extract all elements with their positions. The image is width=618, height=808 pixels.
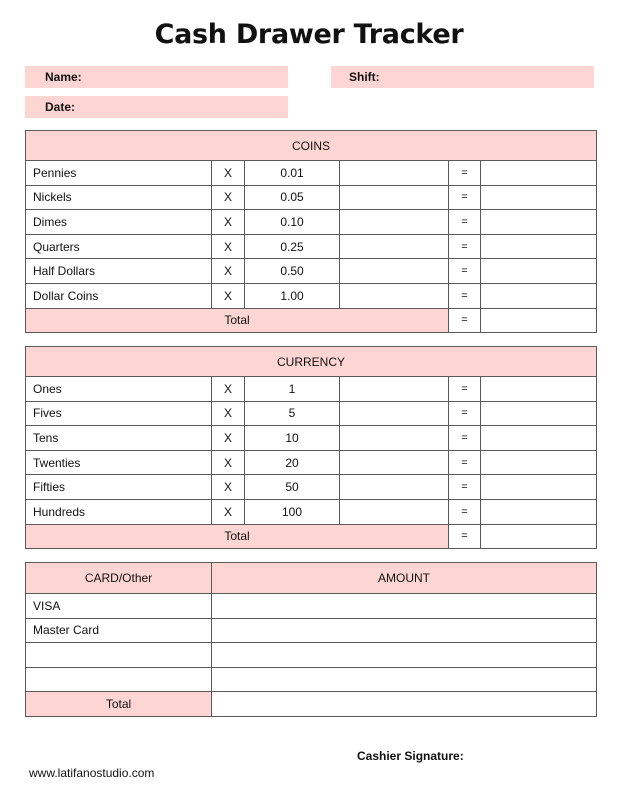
page-title: Cash Drawer Tracker (154, 19, 464, 50)
coins-header: COINS (26, 131, 597, 161)
bill-value: 5 (245, 401, 340, 426)
table-row (26, 283, 597, 308)
multiply-sign: X (212, 161, 245, 186)
name-field[interactable] (25, 66, 288, 88)
amount-input-quarters[interactable] (481, 234, 597, 259)
card-label-blank[interactable] (26, 643, 212, 668)
amount-header: AMOUNT (212, 563, 597, 594)
card-label-blank[interactable] (26, 667, 212, 692)
bill-value: 10 (245, 426, 340, 451)
multiply-sign: X (212, 450, 245, 475)
amount-input-hundreds[interactable] (481, 499, 597, 524)
bill-label: Hundreds (26, 499, 212, 524)
table-row (26, 259, 597, 284)
equals-sign: = (449, 377, 481, 402)
bill-label: Fifties (26, 475, 212, 500)
card-label: VISA (26, 594, 212, 619)
amount-input-dimes[interactable] (481, 210, 597, 235)
equals-sign: = (449, 401, 481, 426)
amount-input-twenties[interactable] (481, 450, 597, 475)
table-row (26, 234, 597, 259)
bill-value: 50 (245, 475, 340, 500)
total-row (26, 308, 597, 333)
coin-label: Nickels (26, 185, 212, 210)
equals-sign: = (449, 499, 481, 524)
coin-value: 0.25 (245, 234, 340, 259)
count-input-dimes[interactable] (340, 210, 449, 235)
coin-value: 1.00 (245, 283, 340, 308)
equals-sign: = (449, 234, 481, 259)
table-row (26, 185, 597, 210)
coin-label: Half Dollars (26, 259, 212, 284)
multiply-sign: X (212, 259, 245, 284)
name-label: Name: (45, 70, 82, 84)
amount-input-blank[interactable] (212, 667, 597, 692)
table-row (26, 618, 597, 643)
card-label: Master Card (26, 618, 212, 643)
cashier-signature-label: Cashier Signature: (357, 749, 464, 763)
equals-sign: = (449, 283, 481, 308)
table-row (26, 450, 597, 475)
coin-value: 0.05 (245, 185, 340, 210)
multiply-sign: X (212, 283, 245, 308)
coins-table (25, 130, 597, 333)
equals-sign: = (449, 524, 481, 549)
coin-label: Pennies (26, 161, 212, 186)
date-field[interactable] (25, 96, 288, 118)
amount-input-fifties[interactable] (481, 475, 597, 500)
amount-input-visa[interactable] (212, 594, 597, 619)
multiply-sign: X (212, 475, 245, 500)
coin-label: Quarters (26, 234, 212, 259)
count-input-quarters[interactable] (340, 234, 449, 259)
total-row (26, 524, 597, 549)
table-row (26, 210, 597, 235)
count-input-fives[interactable] (340, 401, 449, 426)
table-row (26, 426, 597, 451)
multiply-sign: X (212, 234, 245, 259)
table-row (26, 594, 597, 619)
card-header: CARD/Other (26, 563, 212, 594)
amount-input-pennies[interactable] (481, 161, 597, 186)
count-input-half-dollars[interactable] (340, 259, 449, 284)
amount-input-dollar-coins[interactable] (481, 283, 597, 308)
multiply-sign: X (212, 401, 245, 426)
multiply-sign: X (212, 377, 245, 402)
amount-input-fives[interactable] (481, 401, 597, 426)
amount-input-ones[interactable] (481, 377, 597, 402)
count-input-nickels[interactable] (340, 185, 449, 210)
count-input-twenties[interactable] (340, 450, 449, 475)
bill-label: Twenties (26, 450, 212, 475)
coins-total-input[interactable] (481, 308, 597, 333)
equals-sign: = (449, 210, 481, 235)
shift-field[interactable] (331, 66, 594, 88)
date-label: Date: (45, 100, 76, 114)
multiply-sign: X (212, 499, 245, 524)
equals-sign: = (449, 161, 481, 186)
count-input-pennies[interactable] (340, 161, 449, 186)
equals-sign: = (449, 475, 481, 500)
coin-label: Dollar Coins (26, 283, 212, 308)
bill-label: Ones (26, 377, 212, 402)
currency-total-label: Total (26, 524, 449, 549)
bill-value: 100 (245, 499, 340, 524)
table-row (26, 667, 597, 692)
equals-sign: = (449, 426, 481, 451)
table-row (26, 161, 597, 186)
multiply-sign: X (212, 185, 245, 210)
multiply-sign: X (212, 426, 245, 451)
count-input-dollar-coins[interactable] (340, 283, 449, 308)
card-total-input[interactable] (212, 692, 597, 717)
bill-label: Fives (26, 401, 212, 426)
amount-input-master-card[interactable] (212, 618, 597, 643)
table-row (26, 643, 597, 668)
bill-value: 20 (245, 450, 340, 475)
count-input-fifties[interactable] (340, 475, 449, 500)
table-row (26, 377, 597, 402)
coin-value: 0.01 (245, 161, 340, 186)
coin-label: Dimes (26, 210, 212, 235)
shift-label: Shift: (349, 70, 380, 84)
multiply-sign: X (212, 210, 245, 235)
amount-input-half-dollars[interactable] (481, 259, 597, 284)
currency-header: CURRENCY (26, 347, 597, 377)
table-row (26, 401, 597, 426)
equals-sign: = (449, 259, 481, 284)
equals-sign: = (449, 308, 481, 333)
total-row (26, 692, 597, 717)
equals-sign: = (449, 450, 481, 475)
coin-value: 0.10 (245, 210, 340, 235)
equals-sign: = (449, 185, 481, 210)
amount-input-tens[interactable] (481, 426, 597, 451)
bill-value: 1 (245, 377, 340, 402)
currency-table (25, 346, 597, 549)
card-total-label: Total (26, 692, 212, 717)
count-input-tens[interactable] (340, 426, 449, 451)
table-row (26, 499, 597, 524)
coins-total-label: Total (26, 308, 449, 333)
count-input-hundreds[interactable] (340, 499, 449, 524)
bill-label: Tens (26, 426, 212, 451)
coin-value: 0.50 (245, 259, 340, 284)
amount-input-blank[interactable] (212, 643, 597, 668)
count-input-ones[interactable] (340, 377, 449, 402)
website-footer: www.latifanostudio.com (29, 766, 155, 780)
amount-input-nickels[interactable] (481, 185, 597, 210)
currency-total-input[interactable] (481, 524, 597, 549)
card-table (25, 562, 597, 717)
table-row (26, 475, 597, 500)
